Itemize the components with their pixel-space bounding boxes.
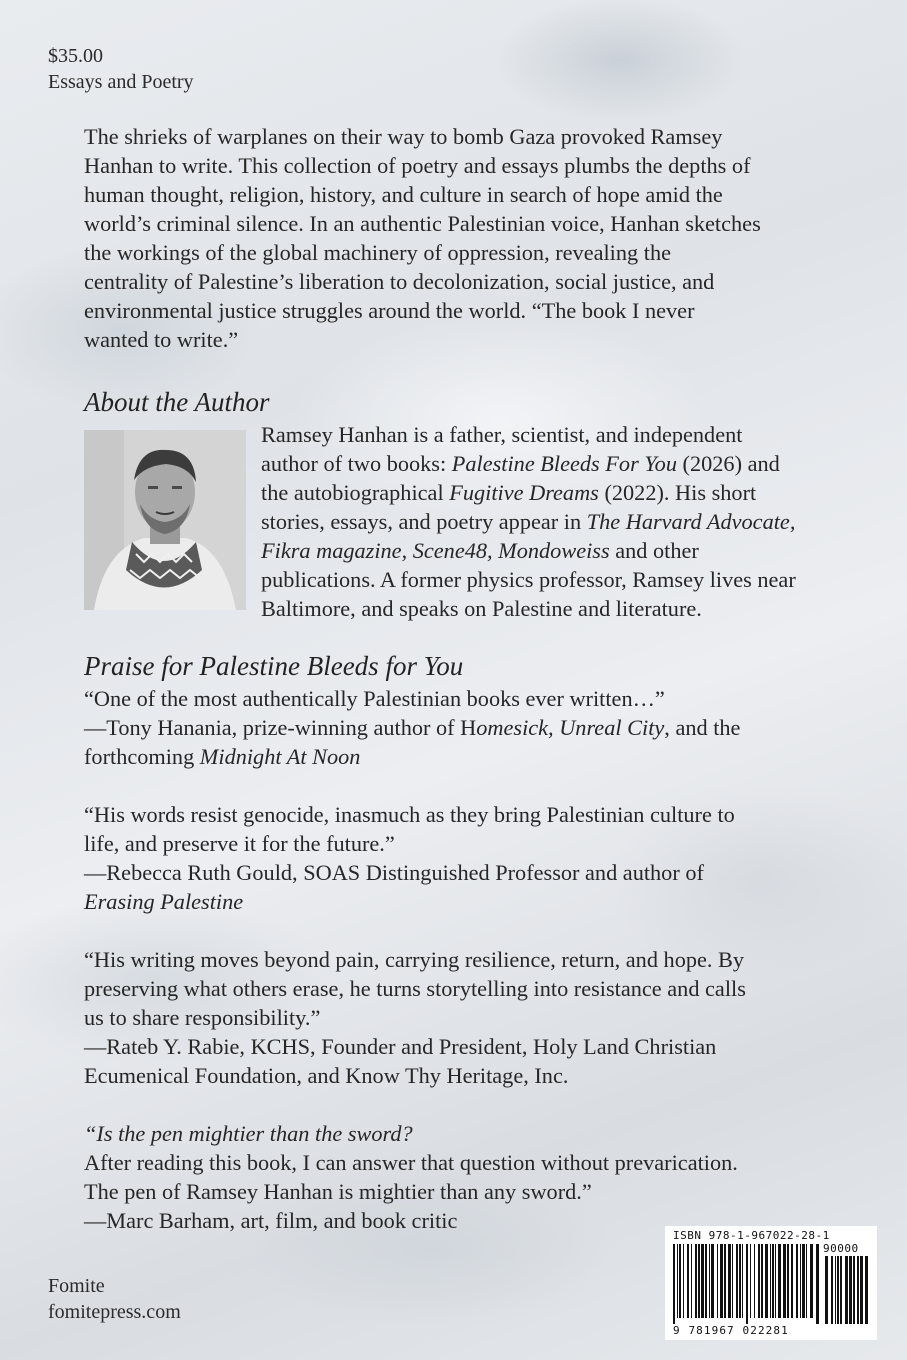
- quote-line: “His writing moves beyond pain, carrying resilience, return, and hope. By: [84, 947, 745, 972]
- genre: Essays and Poetry: [48, 71, 194, 93]
- book-title: Palestine Bleeds For You: [451, 451, 677, 476]
- isbn-number: ISBN 978-1-967022-28-1: [673, 1229, 830, 1242]
- quote-line: preserving what others erase, he turns storytelling into resistance and calls: [84, 976, 746, 1001]
- quote-line: us to share responsibility.”: [84, 1005, 321, 1030]
- price-code: 90000: [823, 1242, 859, 1255]
- about-author-heading: About the Author: [84, 387, 270, 417]
- blurb-line: world’s criminal silence. In an authentic Palestinian voice, Hanhan sketches: [84, 211, 761, 236]
- author-portrait-image: [84, 430, 246, 610]
- blurb-line: environmental justice struggles around the world. “The book I never: [84, 298, 695, 323]
- blurb-line: Hanhan to write. This collection of poetry and essays plumbs the depths of: [84, 153, 751, 178]
- praise-section: [84, 684, 834, 1235]
- quote-attribution: —Rebecca Ruth Gould, SOAS Distinguished Professor and author of: [84, 860, 704, 885]
- blurb-line: The shrieks of warplanes on their way to bomb Gaza provoked Ramsey: [84, 124, 723, 149]
- author-bio: [261, 420, 841, 623]
- isbn-barcode: [665, 1226, 877, 1340]
- quote-line: “His words resist genocide, inasmuch as they bring Palestinian culture to: [84, 802, 735, 827]
- bio-line: publications. A former physics professor, Ramsey lives near: [261, 567, 796, 592]
- quote-line: “One of the most authentically Palestinian books ever written…”: [84, 686, 665, 711]
- bio-line: Ramsey Hanhan is a father, scientist, and independent: [261, 422, 743, 447]
- quote-attribution: Erasing Palestine: [84, 889, 244, 914]
- quote-attribution: forthcoming Midnight At Noon: [84, 744, 361, 769]
- book-title: Fugitive Dreams: [449, 480, 599, 505]
- quote-line: The pen of Ramsey Hanhan is mightier than any sword.”: [84, 1179, 592, 1204]
- bio-line: Baltimore, and speaks on Palestine and literature.: [261, 596, 702, 621]
- price: $35.00: [48, 45, 103, 67]
- praise-heading: Praise for Palestine Bleeds for You: [84, 651, 464, 681]
- bio-line: author of two books: Palestine Bleeds For You (2026) and: [261, 451, 780, 476]
- publication-title: The Harvard Advocate,: [586, 509, 796, 534]
- bio-line: Fikra magazine, Scene48, Mondoweiss and other: [261, 538, 699, 563]
- bio-line: stories, essays, and poetry appear in The Harvard Advocate,: [261, 509, 796, 534]
- barcode-digits: 9 781967 022281: [673, 1324, 789, 1337]
- quote-attribution: —Rateb Y. Rabie, KCHS, Founder and President, Holy Land Christian: [84, 1034, 717, 1059]
- blurb-line: wanted to write.”: [84, 327, 239, 352]
- blurb-line: the workings of the global machinery of oppression, revealing the: [84, 240, 671, 265]
- quote-attribution: —Tony Hanania, prize-winning author of Homesick, Unreal City, and the: [84, 715, 741, 740]
- publisher-website: fomitepress.com: [48, 1301, 181, 1323]
- barcode-bars: [673, 1244, 869, 1324]
- quote-line: “Is the pen mightier than the sword?: [84, 1121, 413, 1146]
- blurb-line: human thought, religion, history, and culture in search of hope amid the: [84, 182, 723, 207]
- author-photo: [84, 430, 246, 610]
- quote-attribution: —Marc Barham, art, film, and book critic: [84, 1208, 458, 1233]
- quote-line: After reading this book, I can answer that question without prevarication.: [84, 1150, 738, 1175]
- bio-line: the autobiographical Fugitive Dreams (2022). His short: [261, 480, 757, 505]
- quote-line: life, and preserve it for the future.”: [84, 831, 395, 856]
- book-blurb: [84, 122, 804, 354]
- blurb-line: centrality of Palestine’s liberation to decolonization, social justice, and: [84, 269, 715, 294]
- publisher-name: Fomite: [48, 1275, 105, 1297]
- publication-title: Fikra magazine, Scene48, Mondoweiss: [261, 538, 610, 563]
- quote-attribution: Ecumenical Foundation, and Know Thy Heritage, Inc.: [84, 1063, 569, 1088]
